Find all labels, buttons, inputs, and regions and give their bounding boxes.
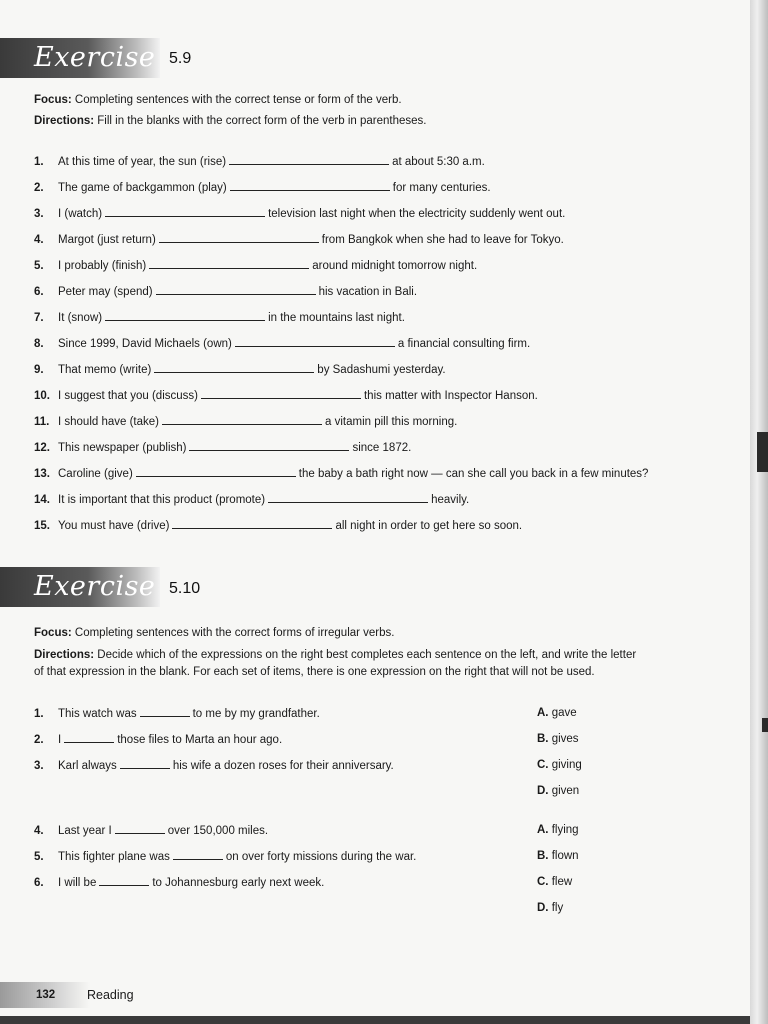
focus-label: Focus: [34,627,72,639]
exercise-item [34,707,320,720]
answer-option [537,785,579,797]
item-prompt: I should have (take) [58,416,160,428]
item-number: 5. [34,260,44,272]
item-number: 10. [34,390,50,402]
answer-option [537,876,572,888]
item-number: 1. [34,708,44,720]
item-continuation: a financial consulting firm. [397,338,531,350]
exercise-item [34,467,648,480]
answer-blank[interactable] [115,824,165,834]
focus-line [34,93,402,107]
item-prompt: Karl always [58,760,117,772]
exercise-item [34,759,394,772]
item-number: 3. [34,208,44,220]
item-number: 11. [34,416,50,428]
option-letter: D. [537,902,549,914]
option-text: gives [551,733,579,745]
option-letter: A. [537,824,549,836]
item-continuation: a vitamin pill this morning. [325,416,458,428]
answer-blank[interactable] [99,876,149,886]
item-prompt: At this time of year, the sun (rise) [58,156,227,168]
item-number: 9. [34,364,44,376]
item-continuation: his wife a dozen roses for their anniversary. [172,760,394,772]
item-continuation: the baby a bath right now — can she call you back in a few minutes? [298,468,649,480]
exercise-item [34,181,491,194]
answer-option [537,824,579,836]
option-text: flew [551,876,573,888]
item-prompt: This fighter plane was [58,851,170,863]
exercise-item [34,337,530,350]
exercise-item [34,363,446,376]
item-prompt: Since 1999, David Michaels (own) [58,338,232,350]
directions-line [34,114,426,128]
exercise-item [34,155,485,168]
answer-blank[interactable] [230,181,390,191]
item-prompt: Peter may (spend) [58,286,153,298]
item-number: 14. [34,494,50,506]
item-continuation: on over forty missions during the war. [225,851,417,863]
item-number: 2. [34,182,44,194]
answer-blank[interactable] [120,759,170,769]
item-number: 4. [34,825,44,837]
answer-option [537,707,577,719]
page-footer [0,982,300,1008]
answer-blank[interactable] [140,707,190,717]
exercise-item [34,824,268,837]
item-continuation: in the mountains last night. [268,312,405,324]
item-continuation: television last night when the electricity suddenly went out. [268,208,566,220]
exercise-number: 5.9 [169,50,192,67]
item-continuation: those files to Marta an hour ago. [117,734,283,746]
exercise-number: 5.10 [169,580,201,597]
item-prompt: Margot (just return) [58,234,156,246]
answer-blank[interactable] [156,285,316,295]
answer-blank[interactable] [189,441,349,451]
section-name: Reading [87,988,134,1002]
exercise-item [34,876,324,889]
edge-tab-marker-small [762,718,768,732]
item-continuation: to me by my grandfather. [192,708,320,720]
item-number: 8. [34,338,44,350]
item-prompt: I will be [58,877,97,889]
exercise-item [34,493,469,506]
item-prompt: It is important that this product (promote) [58,494,266,506]
answer-blank[interactable] [201,389,361,399]
edge-tab-marker [757,432,768,472]
item-number: 15. [34,520,50,532]
book-page-edge [750,0,768,1024]
item-prompt: It (snow) [58,312,103,324]
focus-text: Completing sentences with the correct tense or form of the verb. [74,94,402,106]
item-number: 7. [34,312,44,324]
answer-blank[interactable] [162,415,322,425]
item-continuation: around midnight tomorrow night. [312,260,478,272]
item-prompt: I [58,734,62,746]
answer-blank[interactable] [172,519,332,529]
option-text: given [551,785,580,797]
directions-label: Directions: [34,115,95,127]
item-prompt: I (watch) [58,208,103,220]
option-text: flying [551,824,579,836]
option-letter: B. [537,733,549,745]
item-number: 6. [34,286,44,298]
item-prompt: Last year I [58,825,112,837]
directions-text: Fill in the blanks with the correct form of the verb in parentheses. [97,115,427,127]
item-number: 6. [34,877,44,889]
option-letter: C. [537,759,549,771]
answer-option [537,850,579,862]
answer-blank[interactable] [136,467,296,477]
item-continuation: to Johannesburg early next week. [152,877,325,889]
answer-blank[interactable] [235,337,395,347]
item-prompt: Caroline (give) [58,468,133,480]
answer-option [537,902,563,914]
option-letter: A. [537,707,549,719]
exercise-item [34,311,405,324]
item-number: 5. [34,851,44,863]
item-continuation: at about 5:30 a.m. [392,156,485,168]
item-number: 3. [34,760,44,772]
option-text: giving [551,759,582,771]
page-number: 132 [36,989,56,1001]
exercise-item [34,259,477,272]
item-prompt: The game of backgammon (play) [58,182,227,194]
exercise-item [34,389,538,402]
item-continuation: since 1872. [352,442,412,454]
directions-text: Decide which of the expressions on the right best completes each sentence on the left, and write the letter [97,649,637,661]
answer-blank[interactable] [105,207,265,217]
option-text: flown [551,850,579,862]
item-number: 13. [34,468,50,480]
item-continuation: his vacation in Bali. [318,286,418,298]
item-continuation: by Sadashumi yesterday. [317,364,446,376]
exercise-item [34,733,282,746]
option-letter: D. [537,785,549,797]
directions-line [34,648,734,662]
option-letter: C. [537,876,549,888]
item-continuation: from Bangkok when she had to leave for Tokyo. [321,234,564,246]
item-prompt: I probably (finish) [58,260,147,272]
exercise-item [34,441,411,454]
item-continuation: for many centuries. [392,182,491,194]
directions-label: Directions: [34,649,95,661]
exercise-banner-5-9 [0,38,160,78]
item-prompt: This newspaper (publish) [58,442,187,454]
answer-blank[interactable] [149,259,309,269]
focus-text: Completing sentences with the correct forms of irregular verbs. [74,627,395,639]
item-number: 4. [34,234,44,246]
answer-blank[interactable] [268,493,428,503]
answer-blank[interactable] [159,233,319,243]
exercise-item [34,519,522,532]
exercise-banner-5-10 [0,567,160,607]
item-prompt: I suggest that you (discuss) [58,390,198,402]
exercise-item [34,415,457,428]
answer-blank[interactable] [64,733,114,743]
exercise-banner-label: Exercise [34,571,156,602]
exercise-banner-label: Exercise [34,42,156,73]
item-continuation: all night in order to get here so soon. [335,520,523,532]
option-text: fly [551,902,564,914]
focus-line [34,626,394,640]
exercise-item [34,850,416,863]
exercise-item [34,207,565,220]
answer-option [537,759,582,771]
option-letter: B. [537,850,549,862]
answer-blank[interactable] [105,311,265,321]
item-number: 1. [34,156,44,168]
option-text: gave [551,707,577,719]
exercise-item [34,233,564,246]
item-continuation: heavily. [431,494,470,506]
answer-blank[interactable] [229,155,389,165]
item-prompt: That memo (write) [58,364,152,376]
item-continuation: this matter with Inspector Hanson. [363,390,538,402]
answer-blank[interactable] [173,850,223,860]
answer-option [537,733,579,745]
item-number: 2. [34,734,44,746]
item-number: 12. [34,442,50,454]
focus-label: Focus: [34,94,72,106]
item-prompt: This watch was [58,708,137,720]
item-prompt: You must have (drive) [58,520,170,532]
answer-blank[interactable] [154,363,314,373]
item-continuation: over 150,000 miles. [167,825,269,837]
exercise-item [34,285,417,298]
directions-line-2: of that expression in the blank. For each set of items, there is one expression on the right that will not be used. [34,666,595,678]
